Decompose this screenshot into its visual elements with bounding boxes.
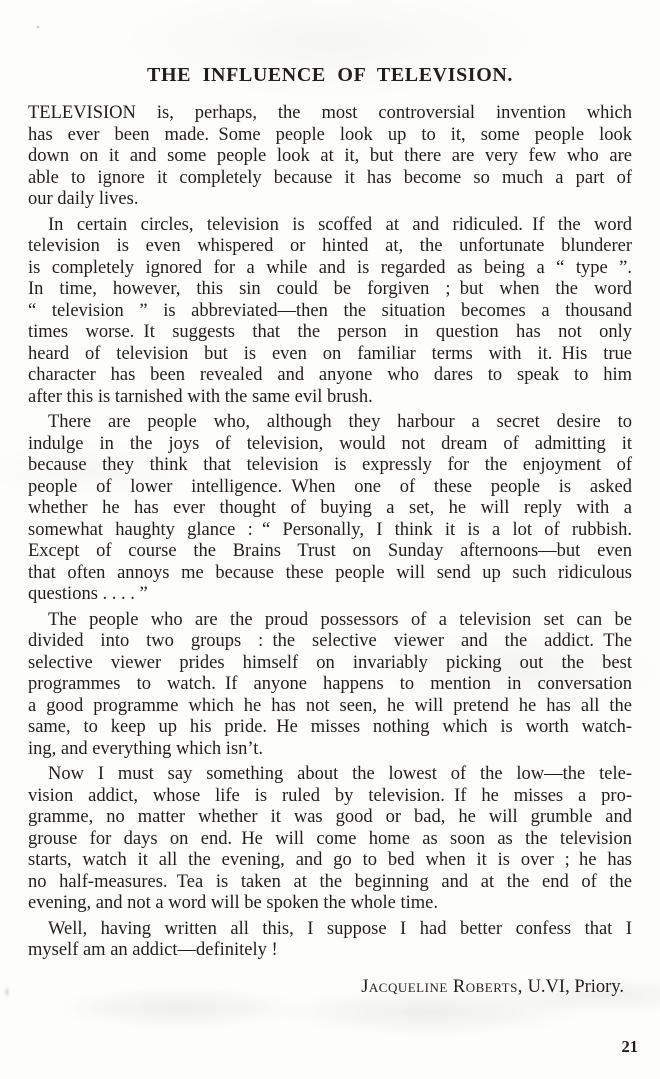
text-line: able to ignore it completely because it has become so much a part of <box>28 167 632 188</box>
text-line: our daily lives. <box>28 189 139 209</box>
text-line: There are people who, although they harbour a secret desire to <box>48 412 632 432</box>
text-line: grouse for days on end. He will come home as soon as the television <box>28 828 632 849</box>
text-line: is completely ignored for a while and is regarded as being a “ type ”. <box>28 257 632 278</box>
paragraph <box>28 610 632 761</box>
text-line: indulge in the joys of television, would not dream of admitting it <box>28 433 632 454</box>
paragraph <box>28 215 632 409</box>
text-line: myself am an addict—definitely ! <box>28 940 278 960</box>
paragraphs <box>28 103 632 962</box>
text-line: has ever been made. Some people look up to it, some people look <box>28 124 632 145</box>
page-number: 21 <box>621 1036 638 1056</box>
byline-author-name: Jacqueline Roberts, <box>361 976 523 997</box>
text-line: Except of course the Brains Trust on Sunday afternoons—but even <box>28 541 632 561</box>
text-line: In certain circles, television is scoffed at and ridiculed. If the word <box>48 214 632 235</box>
text-line: no half-measures. Tea is taken at the beginning and at the end of the <box>28 871 632 892</box>
text-line: In time, however, this sin could be forgiven ; but when the word <box>28 279 632 299</box>
text-line: whether he has ever thought of buying a set, he will reply with a <box>28 498 632 518</box>
text-line: programmes to watch. If anyone happens to mention in conversation <box>28 674 632 694</box>
text-line: character has been revealed and anyone who dares to speak to him <box>28 365 632 385</box>
text-line: same, to keep up his pride. He misses nothing which is worth watch- <box>28 717 632 737</box>
paragraph <box>28 103 632 211</box>
text-line: after this is tarnished with the same evil brush. <box>28 386 373 407</box>
text-line: evening, and not a word will be spoken the whole time. <box>28 893 438 913</box>
text-line: divided into two groups : the selective viewer and the addict. The <box>28 631 632 651</box>
text-line: starts, watch it all the evening, and go to bed when it is over ; he has <box>28 850 632 870</box>
article-title: THE INFLUENCE OF TELEVISION. <box>147 64 513 86</box>
text-line: television is even whispered or hinted at, the unfortunate blunderer <box>28 236 632 256</box>
text-line: gramme, no matter whether it was good or bad, he will grumble and <box>28 807 632 827</box>
text-line: Well, having written all this, I suppose I had better confess that I <box>48 918 632 939</box>
text-line: The people who are the proud possessors of a television set can be <box>48 609 632 630</box>
text-line: because they think that television is expressly for the enjoyment of <box>28 455 632 475</box>
text-line: “ television ” is abbreviated—then the situation becomes a thousand <box>28 300 632 321</box>
paragraph <box>28 764 632 915</box>
text-line: Now I must say something about the lowest of the low—the tele- <box>48 764 632 784</box>
text-line: somewhat haughty glance : “ Personally, I think it is a lot of rubbish. <box>28 519 632 540</box>
text-line: a good programme which he has not seen, he will pretend he has all the <box>28 695 632 716</box>
text-line: ing, and everything which isn’t. <box>28 738 263 759</box>
text-line: vision addict, whose life is ruled by television. If he misses a pro- <box>28 785 632 806</box>
text-line: TELEVISION is, perhaps, the most controversial invention which <box>28 103 632 123</box>
text-line: questions . . . . ” <box>28 584 148 604</box>
byline <box>28 976 632 998</box>
text-line: heard of television but is even on familiar terms with it. His true <box>28 343 632 364</box>
byline-author-detail: U.VI, Priory. <box>527 976 624 997</box>
text-line: people of lower intelligence. When one of these people is asked <box>28 476 632 497</box>
text-line: selective viewer prides himself on invariably picking out the best <box>28 652 632 673</box>
text-line: down on it and some people look at it, but there are very few who are <box>28 146 632 166</box>
paragraph <box>28 919 632 962</box>
text-line: times worse. It suggests that the person in question has not only <box>28 322 632 342</box>
paragraph <box>28 412 632 606</box>
text-line: that often annoys me because these people will send up such ridiculous <box>28 562 632 583</box>
